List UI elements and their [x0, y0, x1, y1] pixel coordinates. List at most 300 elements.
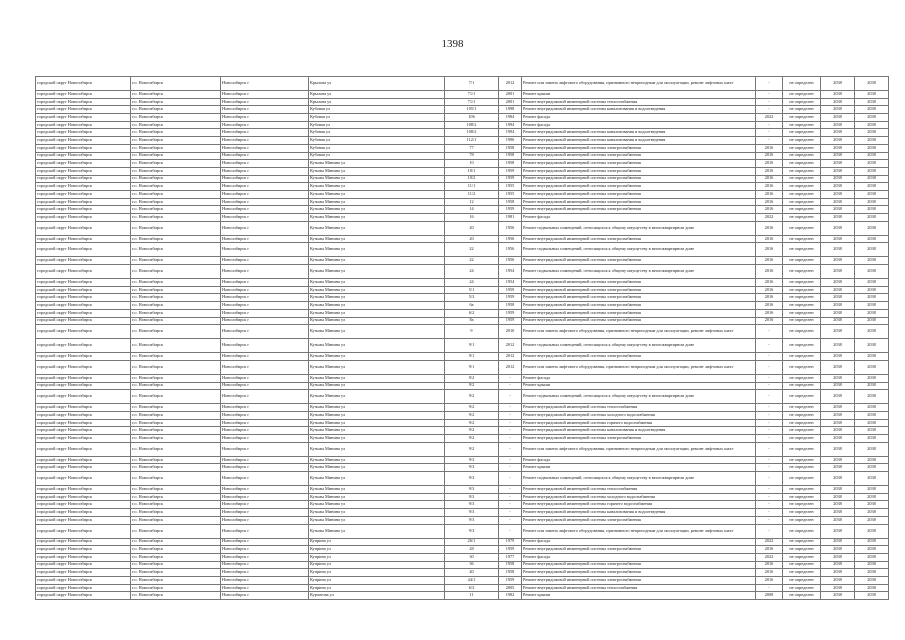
cell-municipality: городской округ Новосибирск: [36, 206, 131, 214]
cell-district: г.о. Новосибирск: [131, 382, 221, 390]
cell-house-number: 9/2: [445, 435, 499, 443]
cell-city: Новосибирск г: [221, 382, 309, 390]
cell-year-built: -: [499, 493, 522, 501]
cell-house-number: 9/2: [445, 374, 499, 382]
cell-plan-start-year: 2038: [821, 435, 855, 443]
cell-cost: не определен: [783, 493, 821, 501]
cell-work-type: Ремонт внутридомовой инженерной системы электроснабжения: [522, 309, 756, 317]
table-row: [36, 509, 889, 517]
cell-district: г.о. Новосибирск: [131, 493, 221, 501]
cell-plan-start-year: 2038: [821, 235, 855, 243]
cell-last-repair-year: -: [756, 524, 783, 538]
cell-street: Куприна ул: [309, 584, 445, 592]
cell-municipality: городской округ Новосибирск: [36, 257, 131, 265]
cell-municipality: городской округ Новосибирск: [36, 404, 131, 412]
cell-cost: не определен: [783, 456, 821, 464]
cell-district: г.о. Новосибирск: [131, 464, 221, 472]
cell-city: Новосибирск г: [221, 456, 309, 464]
cell-year-built: -: [499, 419, 522, 427]
cell-cost: не определен: [783, 435, 821, 443]
cell-municipality: городской округ Новосибирск: [36, 106, 131, 114]
cell-work-type: Ремонт внутридомовой инженерной системы канализования и водоотведения: [522, 509, 756, 517]
cell-municipality: городской округ Новосибирск: [36, 390, 131, 404]
cell-municipality: городской округ Новосибирск: [36, 360, 131, 374]
cell-year-built: 1996: [499, 137, 522, 145]
cell-city: Новосибирск г: [221, 325, 309, 339]
table-row: [36, 317, 889, 325]
cell-work-type: Ремонт внутридомовой инженерной системы канализования и водоотведения: [522, 106, 756, 114]
table-row: [36, 302, 889, 310]
cell-street: Кузьмы Минина ул: [309, 501, 445, 509]
cell-plan-end-year: 2038: [855, 538, 889, 546]
cell-work-type: Ремонт или замена лифтового оборудования, признанного непригодным для эксплуатации, ремонт лифтовых шахт: [522, 77, 756, 91]
cell-last-repair-year: 2022: [756, 214, 783, 222]
cell-year-built: -: [499, 516, 522, 524]
cell-work-type: Ремонт внутридомовой инженерной системы электроснабжения: [522, 160, 756, 168]
cell-last-repair-year: 2016: [756, 221, 783, 235]
cell-work-type: Ремонт внутридомовой инженерной системы электроснабжения: [522, 198, 756, 206]
cell-cost: не определен: [783, 129, 821, 137]
cell-district: г.о. Новосибирск: [131, 235, 221, 243]
cell-year-built: -: [499, 382, 522, 390]
cell-district: г.о. Новосибирск: [131, 294, 221, 302]
cell-plan-end-year: 2038: [855, 360, 889, 374]
table-row: [36, 472, 889, 486]
cell-last-repair-year: -: [756, 137, 783, 145]
cell-house-number: 9/3: [445, 456, 499, 464]
cell-plan-end-year: 2038: [855, 317, 889, 325]
cell-city: Новосибирск г: [221, 353, 309, 361]
cell-street: Кузьмы Минина ул: [309, 456, 445, 464]
cell-work-type: Ремонт фасада: [522, 114, 756, 122]
cell-year-built: 1955: [499, 183, 522, 191]
cell-last-repair-year: 2016: [756, 257, 783, 265]
cell-plan-start-year: 2038: [821, 339, 855, 353]
cell-year-built: -: [499, 456, 522, 464]
cell-cost: не определен: [783, 106, 821, 114]
cell-plan-end-year: 2038: [855, 561, 889, 569]
cell-city: Новосибирск г: [221, 235, 309, 243]
cell-district: г.о. Новосибирск: [131, 137, 221, 145]
cell-cost: не определен: [783, 206, 821, 214]
cell-district: г.о. Новосибирск: [131, 257, 221, 265]
cell-city: Новосибирск г: [221, 553, 309, 561]
cell-cost: не определен: [783, 91, 821, 99]
cell-house-number: 11: [445, 592, 499, 600]
cell-plan-end-year: 2038: [855, 553, 889, 561]
table-row: [36, 286, 889, 294]
cell-last-repair-year: -: [756, 427, 783, 435]
cell-municipality: городской округ Новосибирск: [36, 183, 131, 191]
cell-year-built: 1954: [499, 279, 522, 287]
cell-house-number: 9/2: [445, 442, 499, 456]
cell-plan-end-year: 2038: [855, 411, 889, 419]
cell-district: г.о. Новосибирск: [131, 546, 221, 554]
cell-work-type: Ремонт подвальных помещений, относящихся к общему имуществу в многоквартирном доме: [522, 390, 756, 404]
cell-municipality: городской округ Новосибирск: [36, 309, 131, 317]
cell-street: Кузьмы Минина ул: [309, 486, 445, 494]
cell-city: Новосибирск г: [221, 442, 309, 456]
cell-year-built: -: [499, 472, 522, 486]
cell-cost: не определен: [783, 374, 821, 382]
cell-house-number: 40: [445, 569, 499, 577]
cell-plan-start-year: 2038: [821, 114, 855, 122]
cell-plan-start-year: 2038: [821, 190, 855, 198]
cell-city: Новосибирск г: [221, 486, 309, 494]
table-row: [36, 569, 889, 577]
cell-plan-start-year: 2038: [821, 257, 855, 265]
cell-cost: не определен: [783, 576, 821, 584]
cell-plan-start-year: 2038: [821, 382, 855, 390]
cell-plan-start-year: 2038: [821, 516, 855, 524]
cell-street: Кузьмы Минина ул: [309, 325, 445, 339]
table-row: [36, 486, 889, 494]
cell-plan-start-year: 2038: [821, 243, 855, 257]
cell-city: Новосибирск г: [221, 538, 309, 546]
cell-municipality: городской округ Новосибирск: [36, 576, 131, 584]
cell-cost: не определен: [783, 137, 821, 145]
cell-city: Новосибирск г: [221, 221, 309, 235]
cell-cost: не определен: [783, 190, 821, 198]
cell-last-repair-year: -: [756, 493, 783, 501]
cell-city: Новосибирск г: [221, 175, 309, 183]
cell-last-repair-year: -: [756, 360, 783, 374]
table-row: [36, 257, 889, 265]
table-row: [36, 576, 889, 584]
cell-plan-end-year: 2038: [855, 472, 889, 486]
cell-plan-start-year: 2038: [821, 302, 855, 310]
table-row: [36, 382, 889, 390]
cell-cost: не определен: [783, 411, 821, 419]
cell-cost: не определен: [783, 77, 821, 91]
cell-house-number: 10: [445, 160, 499, 168]
cell-street: Кузьмы Минина ул: [309, 353, 445, 361]
cell-last-repair-year: -: [756, 516, 783, 524]
cell-year-built: -: [499, 509, 522, 517]
cell-district: г.о. Новосибирск: [131, 353, 221, 361]
table-row: [36, 339, 889, 353]
cell-plan-start-year: 2038: [821, 442, 855, 456]
cell-plan-start-year: 2038: [821, 464, 855, 472]
cell-year-built: -: [499, 435, 522, 443]
cell-house-number: 30: [445, 553, 499, 561]
cell-house-number: 9/3: [445, 493, 499, 501]
cell-city: Новосибирск г: [221, 144, 309, 152]
table-row: [36, 516, 889, 524]
cell-last-repair-year: 2016: [756, 198, 783, 206]
cell-plan-end-year: 2038: [855, 190, 889, 198]
cell-district: г.о. Новосибирск: [131, 286, 221, 294]
cell-house-number: 78: [445, 152, 499, 160]
cell-house-number: 9/3: [445, 472, 499, 486]
cell-municipality: городской округ Новосибирск: [36, 167, 131, 175]
cell-house-number: 9/2: [445, 427, 499, 435]
cell-plan-end-year: 2038: [855, 98, 889, 106]
cell-district: г.о. Новосибирск: [131, 198, 221, 206]
cell-district: г.о. Новосибирск: [131, 91, 221, 99]
cell-municipality: городской округ Новосибирск: [36, 464, 131, 472]
cell-work-type: Ремонт подвальных помещений, относящихся к общему имуществу в многоквартирном доме: [522, 472, 756, 486]
cell-house-number: 26/1: [445, 538, 499, 546]
cell-plan-start-year: 2038: [821, 152, 855, 160]
cell-work-type: Ремонт фасада: [522, 538, 756, 546]
cell-last-repair-year: 2016: [756, 576, 783, 584]
cell-district: г.о. Новосибирск: [131, 472, 221, 486]
cell-city: Новосибирск г: [221, 576, 309, 584]
cell-street: Крылова ул: [309, 98, 445, 106]
cell-plan-start-year: 2038: [821, 98, 855, 106]
cell-work-type: Ремонт внутридомовой инженерной системы электроснабжения: [522, 435, 756, 443]
cell-street: Кубовая ул: [309, 106, 445, 114]
table-row: [36, 561, 889, 569]
cell-municipality: городской округ Новосибирск: [36, 152, 131, 160]
cell-year-built: 1958: [499, 152, 522, 160]
cell-last-repair-year: -: [756, 411, 783, 419]
cell-city: Новосибирск г: [221, 546, 309, 554]
cell-street: Куприна ул: [309, 569, 445, 577]
cell-plan-start-year: 2038: [821, 279, 855, 287]
cell-plan-end-year: 2038: [855, 501, 889, 509]
cell-street: Кузьмы Минина ул: [309, 302, 445, 310]
cell-city: Новосибирск г: [221, 190, 309, 198]
cell-last-repair-year: -: [756, 390, 783, 404]
cell-work-type: Ремонт внутридомовой инженерной системы электроснабжения: [522, 257, 756, 265]
cell-house-number: 24: [445, 265, 499, 279]
cell-city: Новосибирск г: [221, 472, 309, 486]
cell-last-repair-year: 2016: [756, 183, 783, 191]
cell-plan-end-year: 2038: [855, 114, 889, 122]
cell-city: Новосибирск г: [221, 198, 309, 206]
cell-street: Кузьмы Минина ул: [309, 516, 445, 524]
cell-work-type: Ремонт подвальных помещений, относящихся к общему имуществу в многоквартирном доме: [522, 265, 756, 279]
cell-street: Кубовая ул: [309, 137, 445, 145]
cell-plan-start-year: 2038: [821, 175, 855, 183]
cell-district: г.о. Новосибирск: [131, 175, 221, 183]
cell-year-built: -: [499, 442, 522, 456]
cell-plan-start-year: 2038: [821, 493, 855, 501]
table-row: [36, 546, 889, 554]
cell-last-repair-year: 2016: [756, 206, 783, 214]
cell-house-number: 9/3: [445, 464, 499, 472]
cell-house-number: 28: [445, 546, 499, 554]
cell-plan-end-year: 2038: [855, 167, 889, 175]
cell-plan-start-year: 2038: [821, 160, 855, 168]
cell-plan-end-year: 2038: [855, 353, 889, 361]
cell-cost: не определен: [783, 509, 821, 517]
cell-work-type: Ремонт внутридомовой инженерной системы электроснабжения: [522, 167, 756, 175]
cell-year-built: 1994: [499, 129, 522, 137]
table-row: [36, 538, 889, 546]
cell-municipality: городской округ Новосибирск: [36, 516, 131, 524]
cell-cost: не определен: [783, 114, 821, 122]
cell-city: Новосибирск г: [221, 294, 309, 302]
cell-district: г.о. Новосибирск: [131, 190, 221, 198]
cell-last-repair-year: -: [756, 442, 783, 456]
cell-last-repair-year: 2016: [756, 286, 783, 294]
cell-city: Новосибирск г: [221, 427, 309, 435]
cell-house-number: 6а: [445, 302, 499, 310]
cell-plan-end-year: 2038: [855, 464, 889, 472]
cell-work-type: Ремонт внутридомовой инженерной системы канализования и водоотведения: [522, 137, 756, 145]
cell-year-built: 2012: [499, 360, 522, 374]
cell-district: г.о. Новосибирск: [131, 279, 221, 287]
cell-year-built: -: [499, 374, 522, 382]
cell-city: Новосибирск г: [221, 121, 309, 129]
cell-plan-start-year: 2038: [821, 538, 855, 546]
cell-house-number: 108/2: [445, 121, 499, 129]
cell-district: г.о. Новосибирск: [131, 98, 221, 106]
cell-district: г.о. Новосибирск: [131, 576, 221, 584]
cell-last-repair-year: 2008: [756, 592, 783, 600]
cell-cost: не определен: [783, 427, 821, 435]
cell-plan-start-year: 2038: [821, 286, 855, 294]
cell-street: Кузьмы Минина ул: [309, 442, 445, 456]
cell-district: г.о. Новосибирск: [131, 516, 221, 524]
cell-district: г.о. Новосибирск: [131, 243, 221, 257]
cell-municipality: городской округ Новосибирск: [36, 538, 131, 546]
cell-cost: не определен: [783, 390, 821, 404]
cell-work-type: Ремонт внутридомовой инженерной системы электроснабжения: [522, 561, 756, 569]
cell-year-built: -: [499, 390, 522, 404]
cell-plan-end-year: 2038: [855, 235, 889, 243]
cell-plan-start-year: 2038: [821, 106, 855, 114]
cell-city: Новосибирск г: [221, 360, 309, 374]
table-row: [36, 419, 889, 427]
table-row: [36, 265, 889, 279]
cell-plan-end-year: 2038: [855, 144, 889, 152]
cell-city: Новосибирск г: [221, 309, 309, 317]
cell-district: г.о. Новосибирск: [131, 456, 221, 464]
cell-last-repair-year: -: [756, 91, 783, 99]
cell-house-number: 11/2: [445, 190, 499, 198]
cell-district: г.о. Новосибирск: [131, 390, 221, 404]
cell-municipality: городской округ Новосибирск: [36, 592, 131, 600]
cell-city: Новосибирск г: [221, 435, 309, 443]
cell-district: г.о. Новосибирск: [131, 374, 221, 382]
cell-last-repair-year: -: [756, 77, 783, 91]
cell-work-type: Ремонт внутридомовой инженерной системы теплоснабжения: [522, 98, 756, 106]
cell-plan-end-year: 2038: [855, 576, 889, 584]
cell-house-number: 7/1: [445, 77, 499, 91]
cell-year-built: 1959: [499, 167, 522, 175]
cell-municipality: городской округ Новосибирск: [36, 114, 131, 122]
cell-cost: не определен: [783, 501, 821, 509]
cell-work-type: Ремонт внутридомовой инженерной системы электроснабжения: [522, 175, 756, 183]
cell-plan-end-year: 2038: [855, 243, 889, 257]
cell-plan-end-year: 2038: [855, 279, 889, 287]
cell-plan-end-year: 2038: [855, 486, 889, 494]
cell-district: г.о. Новосибирск: [131, 584, 221, 592]
cell-cost: не определен: [783, 584, 821, 592]
table-row: [36, 129, 889, 137]
capital-repair-table: [35, 76, 889, 600]
cell-street: Кузьмы Минина ул: [309, 309, 445, 317]
cell-district: г.о. Новосибирск: [131, 152, 221, 160]
cell-work-type: Ремонт крыши: [522, 464, 756, 472]
cell-plan-end-year: 2038: [855, 339, 889, 353]
cell-district: г.о. Новосибирск: [131, 592, 221, 600]
cell-city: Новосибирск г: [221, 129, 309, 137]
cell-street: Кузьмы Минина ул: [309, 317, 445, 325]
cell-plan-start-year: 2038: [821, 360, 855, 374]
cell-street: Кузьмы Минина ул: [309, 221, 445, 235]
cell-work-type: Ремонт внутридомовой инженерной системы холодного водоснабжения: [522, 493, 756, 501]
cell-street: Кузьмы Минина ул: [309, 206, 445, 214]
table-row: [36, 360, 889, 374]
cell-municipality: городской округ Новосибирск: [36, 524, 131, 538]
cell-plan-end-year: 2038: [855, 546, 889, 554]
cell-plan-end-year: 2038: [855, 91, 889, 99]
cell-street: Кузьмы Минина ул: [309, 190, 445, 198]
cell-street: Кузьмы Минина ул: [309, 286, 445, 294]
cell-plan-start-year: 2038: [821, 404, 855, 412]
cell-city: Новосибирск г: [221, 592, 309, 600]
cell-work-type: Ремонт подвальных помещений, относящихся к общему имуществу в многоквартирном доме: [522, 339, 756, 353]
cell-last-repair-year: 2016: [756, 190, 783, 198]
cell-year-built: 1959: [499, 286, 522, 294]
cell-house-number: 9/2: [445, 390, 499, 404]
cell-house-number: 9/3: [445, 516, 499, 524]
cell-year-built: 1959: [499, 294, 522, 302]
cell-last-repair-year: 2016: [756, 546, 783, 554]
cell-house-number: 9: [445, 325, 499, 339]
cell-year-built: 1956: [499, 235, 522, 243]
cell-city: Новосибирск г: [221, 509, 309, 517]
cell-last-repair-year: 2016: [756, 309, 783, 317]
cell-year-built: 1954: [499, 265, 522, 279]
table-row: [36, 152, 889, 160]
cell-last-repair-year: -: [756, 584, 783, 592]
cell-plan-start-year: 2038: [821, 353, 855, 361]
cell-cost: не определен: [783, 442, 821, 456]
table-row: [36, 279, 889, 287]
cell-work-type: Ремонт внутридомовой инженерной системы электроснабжения: [522, 190, 756, 198]
cell-year-built: -: [499, 501, 522, 509]
cell-cost: не определен: [783, 214, 821, 222]
cell-year-built: 2001: [499, 91, 522, 99]
cell-plan-end-year: 2038: [855, 309, 889, 317]
cell-year-built: -: [499, 464, 522, 472]
cell-street: Куприна ул: [309, 561, 445, 569]
cell-work-type: Ремонт внутридомовой инженерной системы электроснабжения: [522, 152, 756, 160]
cell-plan-start-year: 2038: [821, 569, 855, 577]
cell-city: Новосибирск г: [221, 493, 309, 501]
cell-plan-start-year: 2038: [821, 91, 855, 99]
cell-work-type: Ремонт внутридомовой инженерной системы теплоснабжения: [522, 584, 756, 592]
cell-last-repair-year: -: [756, 374, 783, 382]
cell-street: Кузьмы Минина ул: [309, 360, 445, 374]
cell-district: г.о. Новосибирск: [131, 214, 221, 222]
cell-municipality: городской округ Новосибирск: [36, 486, 131, 494]
cell-street: Кузьмы Минина ул: [309, 339, 445, 353]
cell-plan-end-year: 2038: [855, 286, 889, 294]
cell-street: Кузьмы Минина ул: [309, 183, 445, 191]
cell-district: г.о. Новосибирск: [131, 106, 221, 114]
cell-house-number: 105/1: [445, 106, 499, 114]
table-row: [36, 160, 889, 168]
cell-house-number: 106: [445, 114, 499, 122]
cell-cost: не определен: [783, 561, 821, 569]
cell-work-type: Ремонт крыши: [522, 382, 756, 390]
cell-municipality: городской округ Новосибирск: [36, 553, 131, 561]
cell-cost: не определен: [783, 286, 821, 294]
cell-last-repair-year: -: [756, 121, 783, 129]
table-row: [36, 493, 889, 501]
cell-municipality: городской округ Новосибирск: [36, 190, 131, 198]
cell-work-type: Ремонт внутридомовой инженерной системы горячего водоснабжения: [522, 501, 756, 509]
cell-street: Кузьмы Минина ул: [309, 167, 445, 175]
cell-last-repair-year: -: [756, 419, 783, 427]
